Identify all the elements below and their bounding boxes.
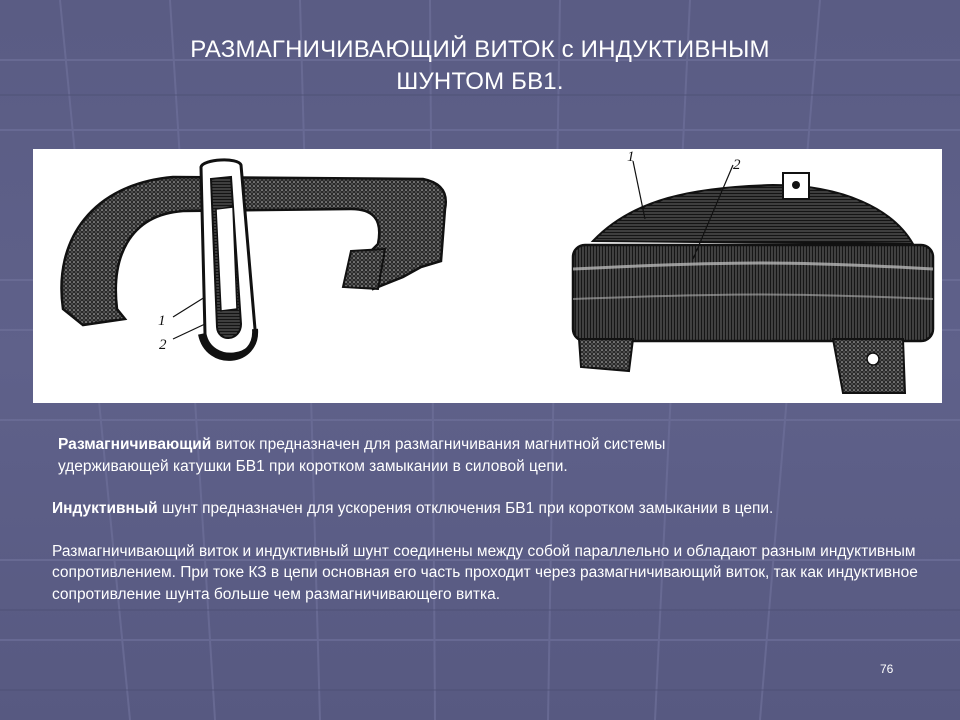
- slide-title-line-2: ШУНТОМ БВ1.: [396, 68, 564, 95]
- page-number: 76: [880, 662, 894, 676]
- right-callout-1: 1: [627, 149, 635, 165]
- paragraph-1-text-a: виток предназначен для размагничивания магнитной системы: [211, 436, 666, 453]
- paragraph-2-text: шунт предназначен для ускорения отключения БВ1 при коротком замыкании в цепи.: [157, 500, 774, 517]
- paragraph-demagnetizing-turn: [52, 434, 932, 477]
- paragraph-2-lead: Индуктивный: [52, 500, 158, 517]
- left-callout-1: 1: [158, 313, 166, 329]
- slide-title: [120, 34, 840, 98]
- slide-title-line-1: РАЗМАГНИЧИВАЮЩИЙ ВИТОК с ИНДУКТИВНЫМ: [190, 36, 770, 63]
- demagnetizing-turn-drawing: [61, 160, 445, 358]
- left-callout-2: 2: [159, 337, 167, 353]
- body-text: [52, 434, 932, 605]
- inductive-shunt-drawing: [573, 149, 933, 393]
- paragraph-parallel-connection: Размагничивающий виток и индуктивный шунт соединены между собой параллельно и обладают разным индуктивным сопротивлением. При токе КЗ в цепи основная его часть проходит через размагничивающий виток, так как индуктивное сопротивление шунта больше чем размагничивающего витка.: [52, 542, 918, 603]
- device-drawings: [33, 149, 942, 403]
- paragraph-1-lead: Размагничивающий: [58, 436, 212, 453]
- figure-panel: [33, 149, 942, 403]
- right-callout-2: 2: [733, 157, 741, 173]
- paragraph-1-text-b: удерживающей катушки БВ1 при коротком замыкании в силовой цепи.: [58, 457, 568, 475]
- paragraph-inductive-shunt: [52, 498, 932, 520]
